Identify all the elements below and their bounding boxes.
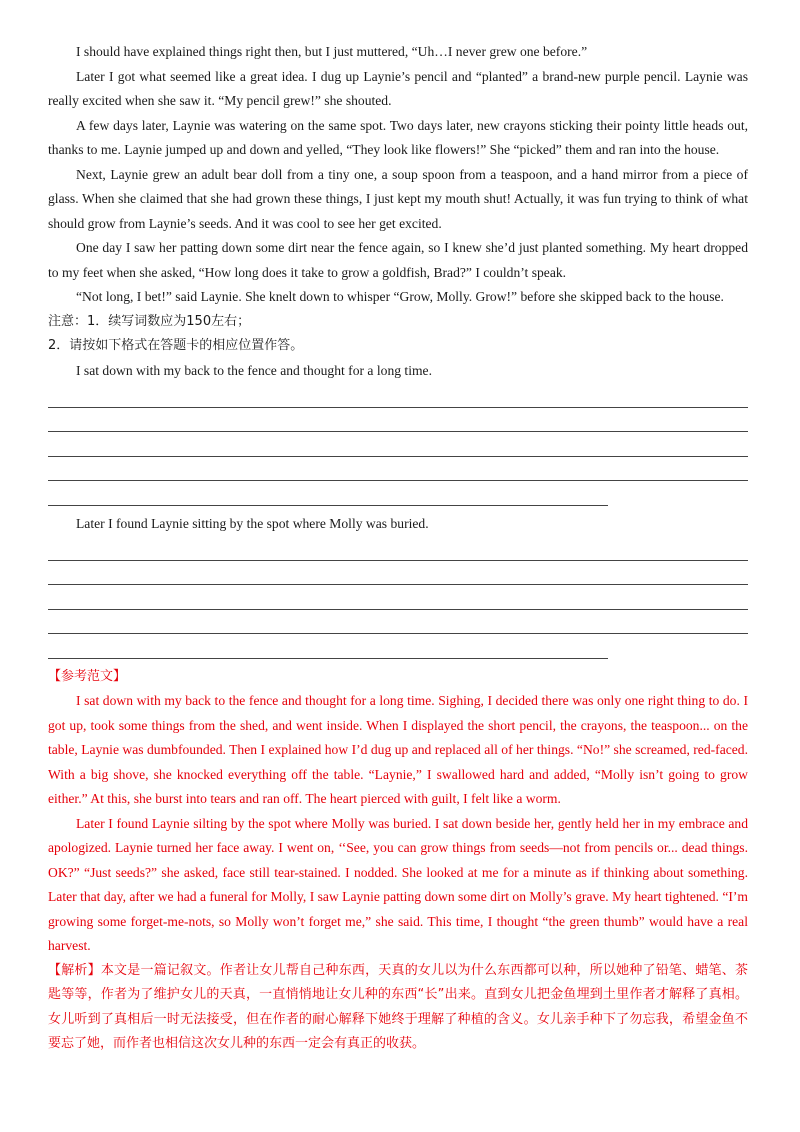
- analysis-paragraph: 【解析】本文是一篇记叙文。作者让女儿帮自己种东西，天真的女儿以为什么东西都可以种，所以她种了铅笔、蜡笔、茶匙等等，作者为了维护女儿的天真，一直悄悄地让女儿种的东西“长”出来。直到女儿把金鱼埋到土里作者才解释了真相。女儿听到了真相后一时无法接受，但在作者的耐心解释下她终于理解了种植的含义。女儿亲手种下了勿忘我，希望金鱼不要忘了她，而作者也相信这次女儿种的东西一定会有真正的收获。: [48, 962, 748, 1051]
- answer-line[interactable]: [48, 457, 748, 482]
- answer-line[interactable]: [48, 634, 608, 659]
- answer-line[interactable]: [48, 383, 748, 408]
- story-paragraph-4: Next, Laynie grew an adult bear doll from a tiny one, a soup spoon from a teaspoon, and a hand mirror from a piece of glass. When she claimed that she had grown these things, I just kept my mouth shut! Actually, it was fun trying to think of what should grow from Laynie’s seeds. And it was cool to see her get excited.: [48, 166, 748, 231]
- answer-line[interactable]: [48, 432, 748, 457]
- sample-heading: 【参考范文】: [48, 668, 127, 684]
- story-paragraph-6: “Not long, I bet!” said Laynie. She knelt down to whisper “Grow, Molly. Grow!” before she skipped back to the house.: [76, 289, 724, 304]
- answer-lines-2: [48, 536, 748, 659]
- story-paragraph-3: A few days later, Laynie was watering on the same spot. Two days later, new crayons sticking their pointy little heads out, thanks to me. Laynie jumped up and down and yelled, “They look like flowers!” She “picked” them and ran into the house.: [48, 117, 748, 157]
- note-word-count: 注意：1．续写词数应为150左右；: [48, 313, 251, 329]
- sample-paragraph-2: Later I found Laynie silting by the spot where Molly was buried. I sat down beside her, gently held her in my embrace and apologized. Laynie turned her face away. I went on, ‘‘See, you can grow things from seeds—not from pencils or... dead things. OK?” “Just seeds?” she asked, face still tear-stained. I nodded. She looked at me for a minute as if thinking about something. Later that day, after we had a funeral for Molly, I saw Laynie patting down some dirt on Molly’s grave. My heart tightened. “I’m growing some forget-me-nots, so Molly won’t forget me,” she said. This time, I thought “the green thumb” would have a real harvest.: [48, 815, 748, 953]
- answer-line[interactable]: [48, 481, 608, 506]
- note-format: 2．请按如下格式在答题卡的相应位置作答。: [48, 338, 304, 353]
- continuation-prompt-2: Later I found Laynie sitting by the spot where Molly was buried.: [76, 515, 429, 531]
- story-paragraph-5: One day I saw her patting down some dirt near the fence again, so I knew she’d just planted something. My heart dropped to my feet when she asked, “How long does it take to grow a goldfish, Brad?” I couldn’t speak.: [48, 240, 748, 280]
- answer-line[interactable]: [48, 585, 748, 610]
- answer-line[interactable]: [48, 536, 748, 561]
- answer-line[interactable]: [48, 561, 748, 586]
- answer-lines-1: [48, 383, 748, 506]
- story-paragraph-1: I should have explained things right then, but I just muttered, “Uh…I never grew one before.”: [76, 44, 588, 59]
- continuation-prompt-1: I sat down with my back to the fence and thought for a long time.: [76, 362, 432, 378]
- answer-line[interactable]: [48, 610, 748, 635]
- story-paragraph-2: Later I got what seemed like a great idea. I dug up Laynie’s pencil and “planted” a brand-new purple pencil. Laynie was really excited when she saw it. “My pencil grew!” she shouted.: [48, 68, 748, 108]
- sample-paragraph-1: I sat down with my back to the fence and thought for a long time. Sighing, I decided there was only one right thing to do. I got up, took some things from the shed, and went inside. When I displayed the short pencil, the crayons, the teaspoon... on the table, Laynie was dumbfounded. Then I explained how I’d dug up and replaced all of her things. “No!” she screamed, red-faced. With a big shove, she knocked everything off the table. “Laynie,” I swallowed hard and added, “Molly isn’t going to grow either.” At this, she burst into tears and ran off. The heart pierced with guilt, I felt like a worm.: [48, 693, 748, 806]
- document-page: [48, 40, 748, 1057]
- answer-line[interactable]: [48, 408, 748, 433]
